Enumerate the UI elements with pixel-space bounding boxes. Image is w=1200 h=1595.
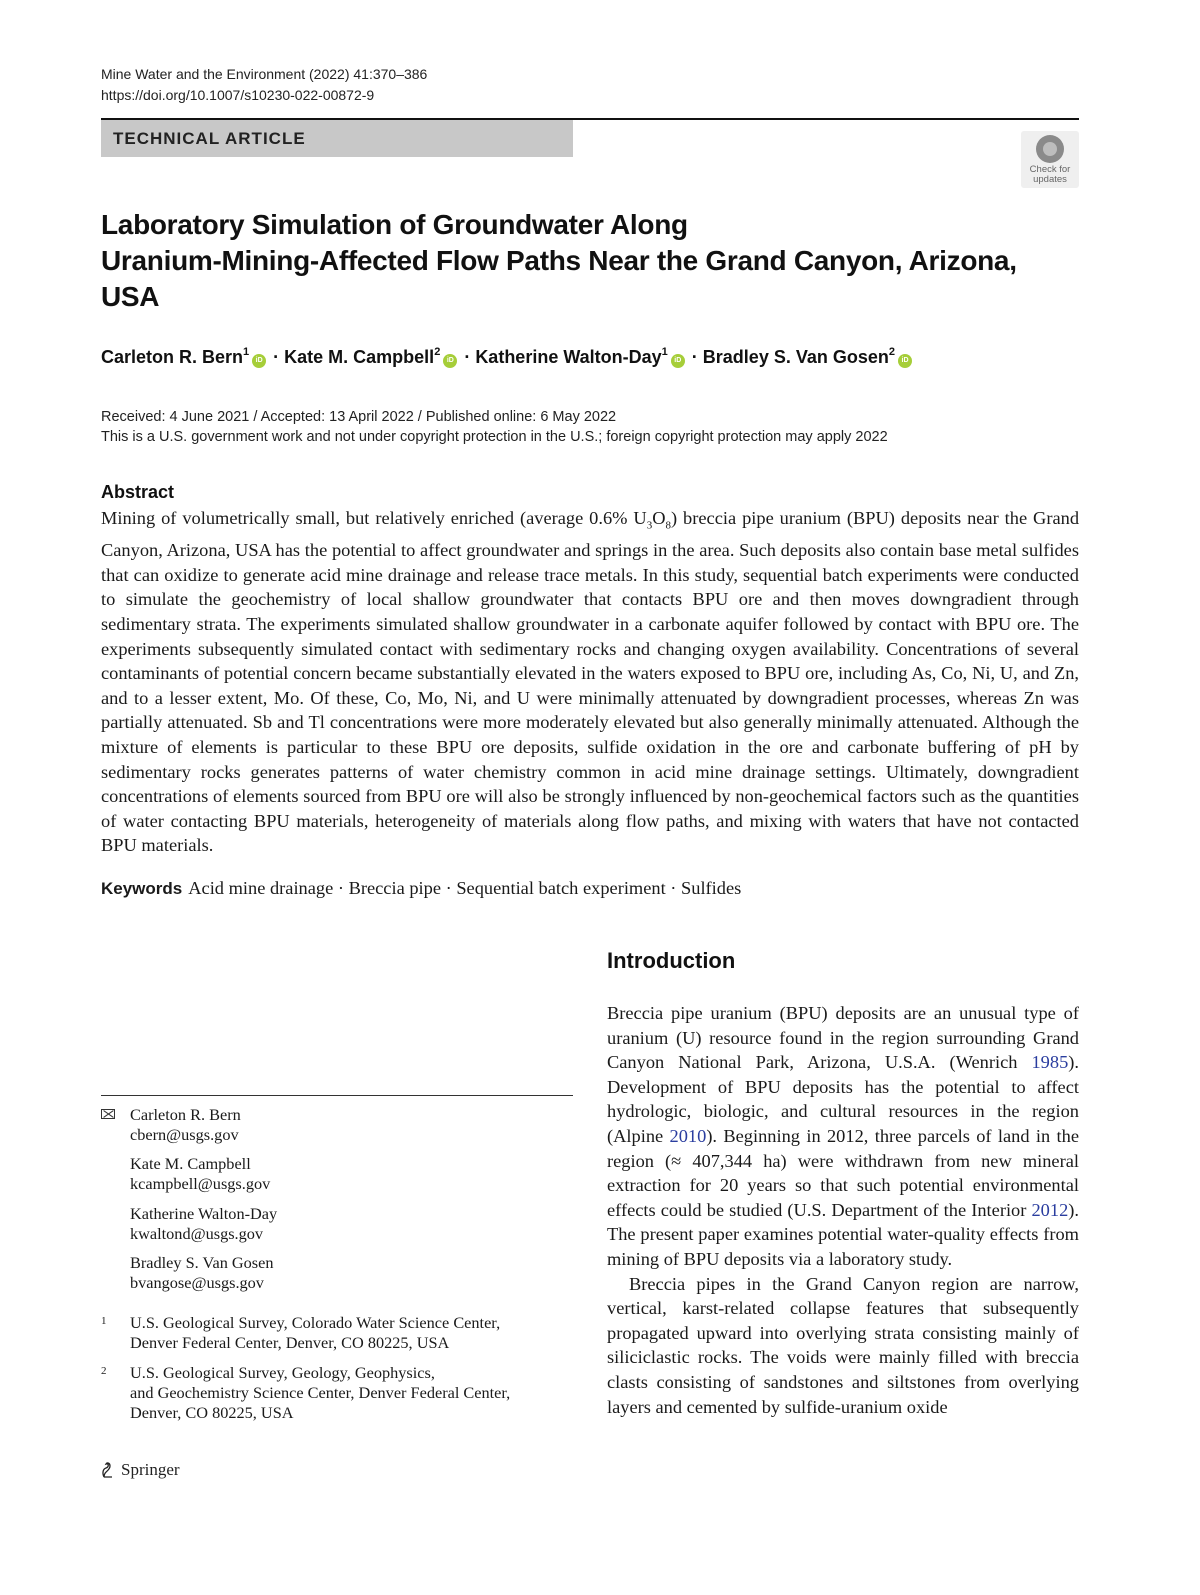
contact-entry [130,1253,274,1293]
check-updates-icon [1036,135,1064,163]
citation-link[interactable]: 2010 [669,1125,707,1146]
orcid-icon[interactable]: iD [671,354,685,368]
author-affiliation-marker: 2 [434,346,441,358]
introduction-paragraph: Breccia pipes in the Grand Canyon region are narrow, vertical, karst-related collapse features that subsequently propagated upward into overlying strata consisting mainly of siliciclastic rocks. The voids were mainly filled with breccia clasts consisting of sandstones and siltstones from overlying layers and cemented by sulfide-uranium oxide [607,1273,1079,1417]
affiliation-number: 1 [101,1315,107,1327]
author-item: · Bradley S. Van Gosen$^2$iD [687,347,914,367]
keywords [101,878,741,899]
contact-email[interactable]: kcampbell@usgs.gov [130,1174,271,1193]
contact-name: Bradley S. Van Gosen [130,1253,274,1272]
contact-name: Carleton R. Bern [130,1105,241,1124]
orcid-icon[interactable]: iD [443,354,457,368]
introduction-paragraph: Breccia pipe uranium (BPU) deposits are an unusual type of uranium (U) resource found in the region surrounding Grand Canyon National Park, Arizona, U.S.A. (Wenrich 1985). Development of BPU deposits has the potential to affect hydrologic, biologic, and cultural resources in the region (Alpine 2010). Beginning in 2012, three parcels of land in the region (≈ 407,344 ha) were withdrawn from new mineral extraction for 20 years so that such potential environmental effects could be studied (U.S. Department of the Interior 2012). The present paper examines potential water-quality effects from mining of BPU deposits via a laboratory study. [607,1003,1079,1269]
author-name[interactable]: Bradley S. Van Gosen [702,347,889,367]
abstract-body: Mining of volumetrically small, but relatively enriched (average 0.6% $U_3O_8$) breccia pipe uranium (BPU) deposits near the Grand Canyon, Arizona, USA has the potential to affect groundwater and springs in the area. Such deposits also contain base metal sulfides that can oxidize to generate acid mine drainage and release trace metals. In this study, sequential batch experiments were conducted to simulate the geochemistry of local shallow groundwater that contacts BPU ore and then moves downgradient through sedimentary strata. The experiments simulated shallow groundwater in a carbonate aquifer followed by contact with BPU ore. The experiments subsequently simulated contact with sedimentary rocks and changing oxygen availability. Concentrations of several contaminants of potential concern became substantially elevated in the waters exposed to BPU ore, including As, Co, Ni, U, and Zn, and to a lesser extent, Mo. Of these, Co, Mo, Ni, and U were minimally attenuated by downgradient processes, whereas Zn was partially attenuated. Sb and Tl concentrations were more moderately elevated but also generally minimally attenuated. Although the mixture of elements is particular to these BPU ore deposits, sulfide oxidation in the ore and carbonate buffering of pH by sedimentary rocks generates patterns of water chemistry common in acid mine drainage settings. Ultimately, downgradient concentrations of elements sourced from BPU ore will also be strongly influenced by non-geochemical factors such as the quantities of water contacting BPU materials, heterogeneity of materials along flow paths, and mixing with waters that have not contacted BPU materials. [101,508,1080,856]
footnote-rule [101,1095,573,1096]
affiliation-entry: U.S. Geological Survey, Colorado Water Science Center, Denver Federal Center, Denver, CO 80225, USA [130,1313,501,1352]
author-affiliation-marker: 2 [888,346,895,358]
affiliation-number: 2 [101,1365,107,1377]
title-line-1: Laboratory Simulation of Groundwater Along [101,209,688,240]
keywords-label: Keywords [101,879,183,898]
author-item [101,347,268,367]
contact-email[interactable]: cbern@usgs.gov [130,1125,239,1144]
contact-entry [130,1204,277,1244]
author-item: · Katherine Walton-Day$^1$iD [459,347,686,367]
doi-link[interactable]: https://doi.org/10.1007/s10230-022-00872-9 [101,87,375,103]
abstract-heading: Abstract [101,482,175,502]
author-affiliation-marker: 1 [661,346,668,358]
check-updates-label-1: Check for [1029,164,1071,175]
copyright-notice: This is a U.S. government work and not under copyright protection in the U.S.; foreign copyright protection may apply 2022 [101,429,888,445]
article-type-bar [101,120,573,157]
orcid-icon[interactable]: iD [898,354,912,368]
publisher-logo [101,1459,180,1480]
title-line-3: USA [101,281,160,312]
springer-horse-icon [101,1459,115,1479]
check-for-updates-badge[interactable] [1021,131,1079,188]
citation-link[interactable]: 2012 [1031,1199,1069,1220]
journal-header [101,64,427,106]
journal-citation: Mine Water and the Environment (2022) 41:370–386 [101,66,428,82]
check-updates-label-2: updates [1033,174,1067,185]
contact-email[interactable]: kwaltond@usgs.gov [130,1224,264,1243]
author-item: · Kate M. Campbell$^2$iD [268,347,459,367]
introduction-body [607,1001,1079,1419]
author-name[interactable]: Kate M. Campbell [284,347,435,367]
contact-email[interactable]: bvangose@usgs.gov [130,1273,264,1292]
contact-name: Katherine Walton-Day [130,1204,278,1223]
keywords-list: Acid mine drainage · Breccia pipe · Sequential batch experiment · Sulfides [188,878,742,898]
publisher-name: Springer [121,1460,180,1479]
title-line-2: Uranium-Mining-Affected Flow Paths Near the Grand Canyon, Arizona, [101,245,1017,276]
author-name[interactable]: Katherine Walton-Day [475,347,662,367]
author-affiliation-marker: 1 [243,346,250,358]
publication-dates [101,407,888,447]
contact-entry [130,1105,241,1145]
author-list [101,347,914,368]
introduction-heading: Introduction [607,948,736,973]
contact-name: Kate M. Campbell [130,1154,251,1173]
orcid-icon[interactable]: iD [252,354,266,368]
article-type-label: TECHNICAL ARTICLE [113,129,306,148]
received-accepted-published: Received: 4 June 2021 / Accepted: 13 April 2022 / Published online: 6 May 2022 [101,409,617,425]
article-title [101,207,1061,315]
author-name[interactable]: Carleton R. Bern [101,347,244,367]
affiliation-entry: U.S. Geological Survey, Geology, Geophysics, and Geochemistry Science Center, Denver Federal Center, Denver, CO 80225, USA [130,1363,511,1422]
envelope-icon [101,1109,115,1119]
citation-link[interactable]: 1985 [1031,1052,1069,1073]
contact-entry [130,1154,270,1194]
